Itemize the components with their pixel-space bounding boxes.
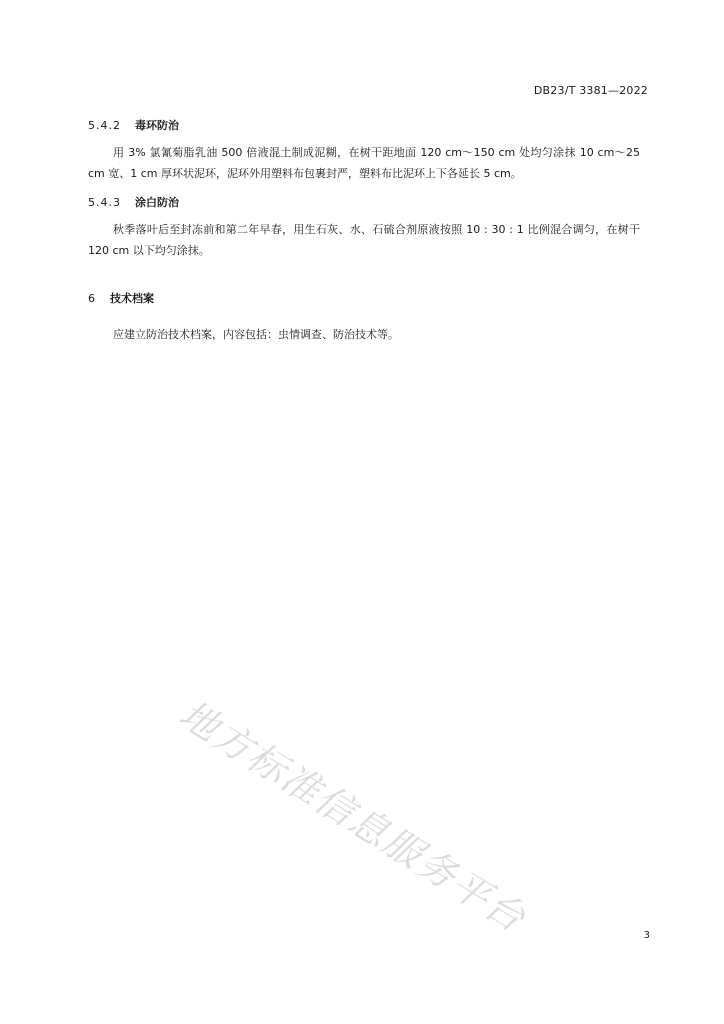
document-code: DB23/T 3381—2022 [533,84,648,97]
section-number: 6 [88,292,96,305]
section-paragraph-5-4-3: 秋季落叶后至封冻前和第二年早春，用生石灰、水、石硫合剂原液按照 10 : 30 : 1 比例混合调匀，在树干 120 cm 以下均匀涂抹。 [88,223,640,257]
section-number: 5.4.3 [88,196,121,209]
section-paragraph-6: 应建立防治技术档案，内容包括：虫情调查、防治技术等。 [113,328,399,341]
section-title: 技术档案 [110,292,154,305]
watermark: 地方标准信息服务平台 [171,691,535,942]
section-paragraph-5-4-2: 用 3% 氯氰菊脂乳油 500 倍液混土制成泥糊，在树干距地面 120 cm～150 cm 处均匀涂抹 10 cm～25 cm 宽、1 cm 厚环状泥环，泥环外用塑料布包裹封严，塑料布比泥环上下各延长 5 cm。 [88,146,640,180]
section-heading-6 [88,290,154,306]
section-title: 涂白防治 [135,196,179,209]
section-heading-5-4-2 [88,117,179,133]
section-heading-5-4-3 [88,194,179,210]
page-number: 3 [643,930,650,941]
section-title: 毒环防治 [135,119,179,132]
section-number: 5.4.2 [88,119,121,132]
